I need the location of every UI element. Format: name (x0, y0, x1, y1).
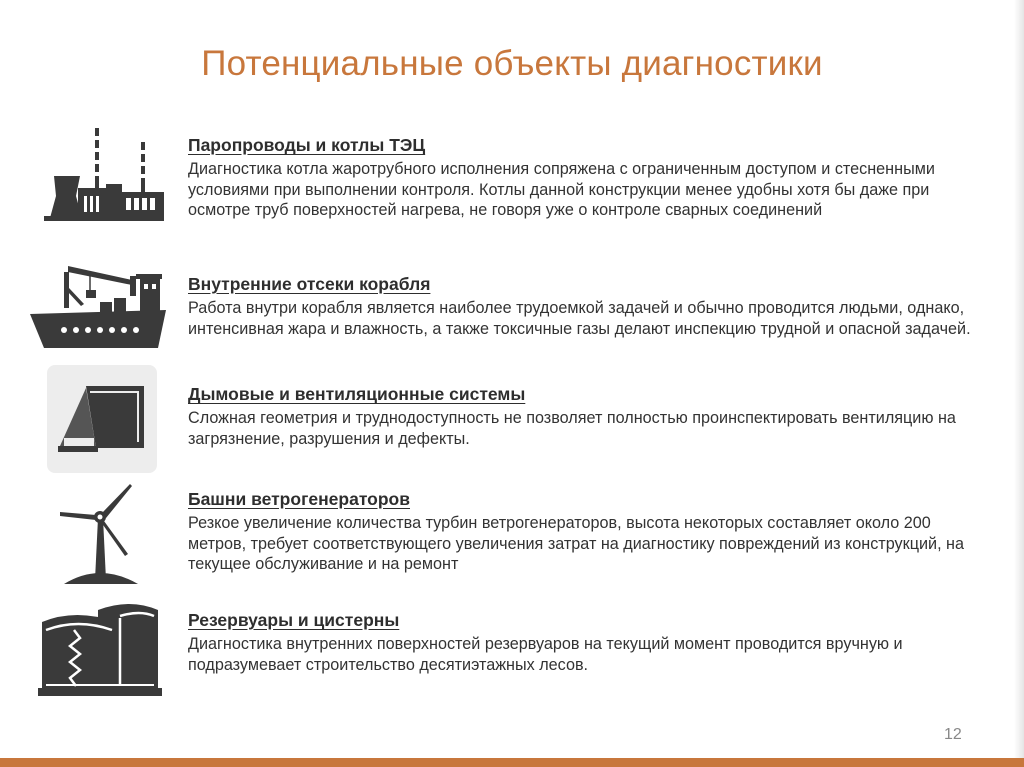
list-item (188, 273, 988, 339)
bottom-accent-bar (0, 758, 1024, 767)
slide-number: 12 (944, 726, 962, 743)
item-text: Сложная геометрия и труднодоступность не позволяет полностью проинспектировать вентиляцию на загрязнение, разрушения и дефекты. (188, 409, 956, 448)
slide-edge-shadow (1014, 0, 1024, 767)
item-title: Внутренние отсеки корабля (188, 274, 431, 294)
list-item (188, 488, 988, 575)
cargo-ship-icon (28, 258, 168, 352)
wind-turbine-icon (56, 480, 146, 588)
item-text: Работа внутри корабля является наиболее трудоемкой задачей и обычно проводится людьми, однако, интенсивная жара и влажность, а также токсичные газы делают инспекцию трудной и опасной задачей. (188, 299, 971, 338)
item-title: Дымовые и вентиляционные системы (188, 384, 526, 404)
item-title: Паропроводы и котлы ТЭЦ (188, 135, 426, 155)
ventilation-duct-icon (46, 364, 158, 474)
list-item (188, 609, 988, 675)
item-title: Резервуары и цистерны (188, 610, 400, 630)
item-text: Диагностика котла жаротрубного исполнения сопряжена с ограниченным доступом и стесненными условиями при выполнении контроля. Котлы данной конструкции менее удобны хотя бы даже при осмотре труб поверхностей нагрева, не говоря уже о контроле сварных соединений (188, 160, 935, 219)
slide-title: Потенциальные объекты диагностики (201, 44, 823, 83)
item-title: Башни ветрогенераторов (188, 489, 410, 509)
list-item (188, 134, 988, 221)
list-item (188, 383, 988, 449)
item-text: Резкое увеличение количества турбин ветрогенераторов, высота некоторых составляет около 200 метров, требует соответствующего увеличения затрат на диагностику повреждений из конструкций, на текущее обслуживание и на ремонт (188, 514, 965, 573)
storage-tanks-icon (36, 600, 164, 698)
power-plant-icon (42, 126, 168, 222)
item-text: Диагностика внутренних поверхностей резервуаров на текущий момент проводится вручную и подразумевает строительство десятиэтажных лесов. (188, 635, 903, 674)
